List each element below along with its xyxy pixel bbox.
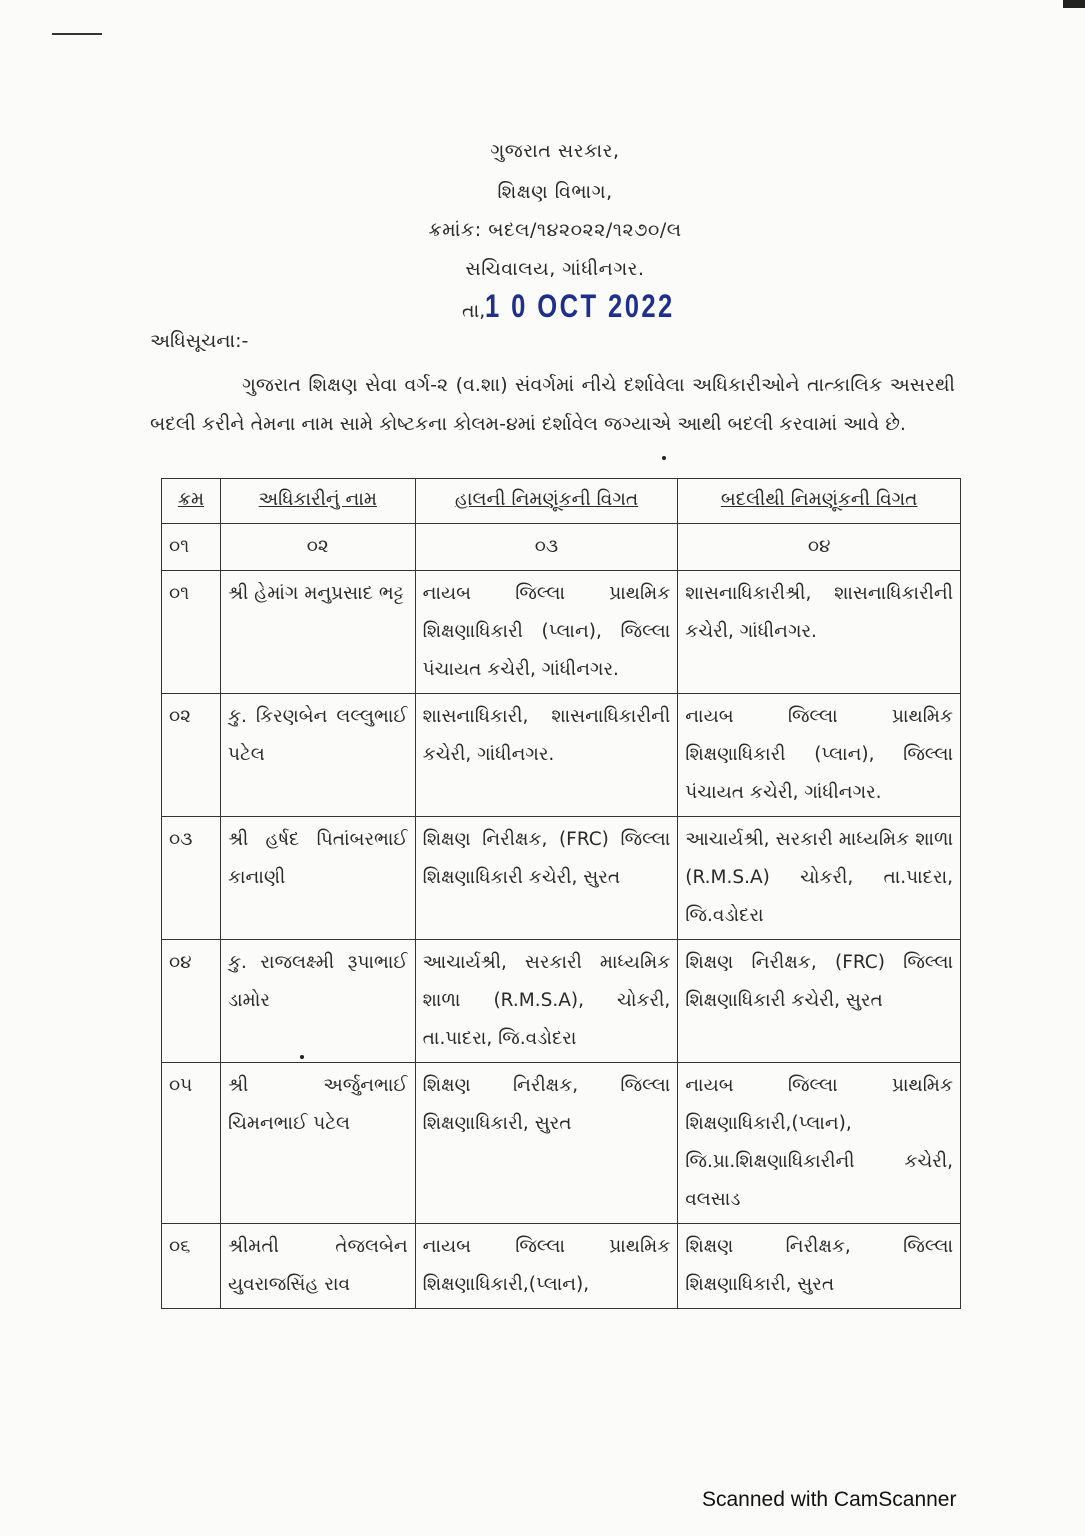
cell-new: નાયબ જિલ્લા પ્રાથમિક શિક્ષણાધિકારી,(પ્લાન), જિ.પ્રા.શિક્ષણાધિકારીની કચેરી, વલસાડ	[678, 1063, 961, 1224]
header-officer-name: અધિકારીનું નામ	[220, 479, 415, 524]
cell-name: શ્રી અર્જુનભાઈ ચિમનભાઈ પટેલ	[220, 1063, 415, 1224]
table-row	[162, 694, 961, 817]
cell-serial: ૦૧	[162, 571, 221, 694]
column-number: ૦૪	[678, 524, 961, 571]
table-row	[162, 1063, 961, 1224]
header-new-posting: બદલીથી નિમણૂંકની વિગત	[678, 479, 961, 524]
header-place: સચિવાલય, ગાંધીનગર.	[465, 258, 645, 280]
cell-name: કુ. કિરણબેન લલ્લુભાઈ પટેલ	[220, 694, 415, 817]
table-header-row	[162, 479, 961, 524]
header-department: શિક્ષણ વિભાગ,	[497, 181, 613, 203]
header-order-number: ક્રમાંક: બદલ/૧૪૨૦૨૨/૧૨૭૦/લ	[428, 219, 682, 241]
cell-new: શાસનાધિકારીશ્રી, શાસનાધિકારીની કચેરી, ગાંધીનગર.	[678, 571, 961, 694]
cell-current: આચાર્યશ્રી, સરકારી માધ્યમિક શાળા (R.M.S.A), ચોકરી, તા.પાદરા, જિ.વડોદરા	[415, 940, 678, 1063]
header-serial: ક્રમ	[162, 479, 221, 524]
cell-new: આચાર્યશ્રી, સરકારી માધ્યમિક શાળા (R.M.S.A) ચોકરી, તા.પાદરા, જિ.વડોદરા	[678, 817, 961, 940]
margin-dash	[52, 33, 102, 35]
cell-serial: ૦૪	[162, 940, 221, 1063]
cell-name: શ્રીમતી તેજલબેન યુવરાજસિંહ રાવ	[220, 1224, 415, 1309]
cell-name: શ્રી હર્ષદ પિતાંબરભાઈ કાનાણી	[220, 817, 415, 940]
header-government: ગુજરાત સરકાર,	[490, 140, 620, 162]
cell-serial: ૦૨	[162, 694, 221, 817]
column-number: ૦૩	[415, 524, 678, 571]
cell-current: શાસનાધિકારી, શાસનાધિકારીની કચેરી, ગાંધીનગર.	[415, 694, 678, 817]
cell-current: શિક્ષણ નિરીક્ષક, (FRC) જિલ્લા શિક્ષણાધિકારી કચેરી, સુરત	[415, 817, 678, 940]
cell-new: શિક્ષણ નિરીક્ષક, જિલ્લા શિક્ષણાધિકારી, સુરત	[678, 1224, 961, 1309]
cell-current: શિક્ષણ નિરીક્ષક, જિલ્લા શિક્ષણાધિકારી, સુરત	[415, 1063, 678, 1224]
cell-current: નાયબ જિલ્લા પ્રાથમિક શિક્ષણાધિકારી (પ્લાન), જિલ્લા પંચાયત કચેરી, ગાંધીનગર.	[415, 571, 678, 694]
column-number: ૦૨	[220, 524, 415, 571]
table-row	[162, 1224, 961, 1309]
transfer-table	[161, 478, 961, 1309]
date-stamp: 1 0 OCT 2022	[485, 288, 675, 324]
cell-current: નાયબ જિલ્લા પ્રાથમિક શિક્ષણાધિકારી,(પ્લાન),	[415, 1224, 678, 1309]
notice-paragraph: ગુજરાત શિક્ષણ સેવા વર્ગ-૨ (વ.શા) સંવર્ગમાં નીચે દર્શાવેલા અધિકારીઓને તાત્કાલિક અસરથી બદલી કરીને તેમના નામ સામે કોષ્ટકના કોલમ-૪માં દર્શાવેલ જગ્યાએ આથી બદલી કરવામાં આવે છે.	[150, 374, 955, 435]
date-prefix: તા,	[462, 300, 486, 322]
scan-speck	[662, 456, 666, 460]
cell-new: શિક્ષણ નિરીક્ષક, (FRC) જિલ્લા શિક્ષણાધિકારી કચેરી, સુરત	[678, 940, 961, 1063]
notice-title: અધિસૂચના:-	[150, 330, 249, 352]
table-row	[162, 940, 961, 1063]
cell-serial: ૦૩	[162, 817, 221, 940]
corner-mark	[1063, 0, 1085, 8]
column-number-row	[162, 524, 961, 571]
cell-name: કુ. રાજલક્ષ્મી રૂપાભાઈ ડામોર	[220, 940, 415, 1063]
cell-serial: ૦૫	[162, 1063, 221, 1224]
cell-name: શ્રી હેમાંગ મનુપ્રસાદ ભટ્ટ	[220, 571, 415, 694]
header-current-posting: હાલની નિમણૂંકની વિગત	[415, 479, 678, 524]
camscanner-watermark: Scanned with CamScanner	[702, 1488, 957, 1511]
table-row	[162, 571, 961, 694]
column-number: ૦૧	[162, 524, 221, 571]
cell-new: નાયબ જિલ્લા પ્રાથમિક શિક્ષણાધિકારી (પ્લાન), જિલ્લા પંચાયત કચેરી, ગાંધીનગર.	[678, 694, 961, 817]
table-row	[162, 817, 961, 940]
cell-serial: ૦૬	[162, 1224, 221, 1309]
scan-speck	[300, 1055, 304, 1059]
date-line	[462, 288, 722, 325]
